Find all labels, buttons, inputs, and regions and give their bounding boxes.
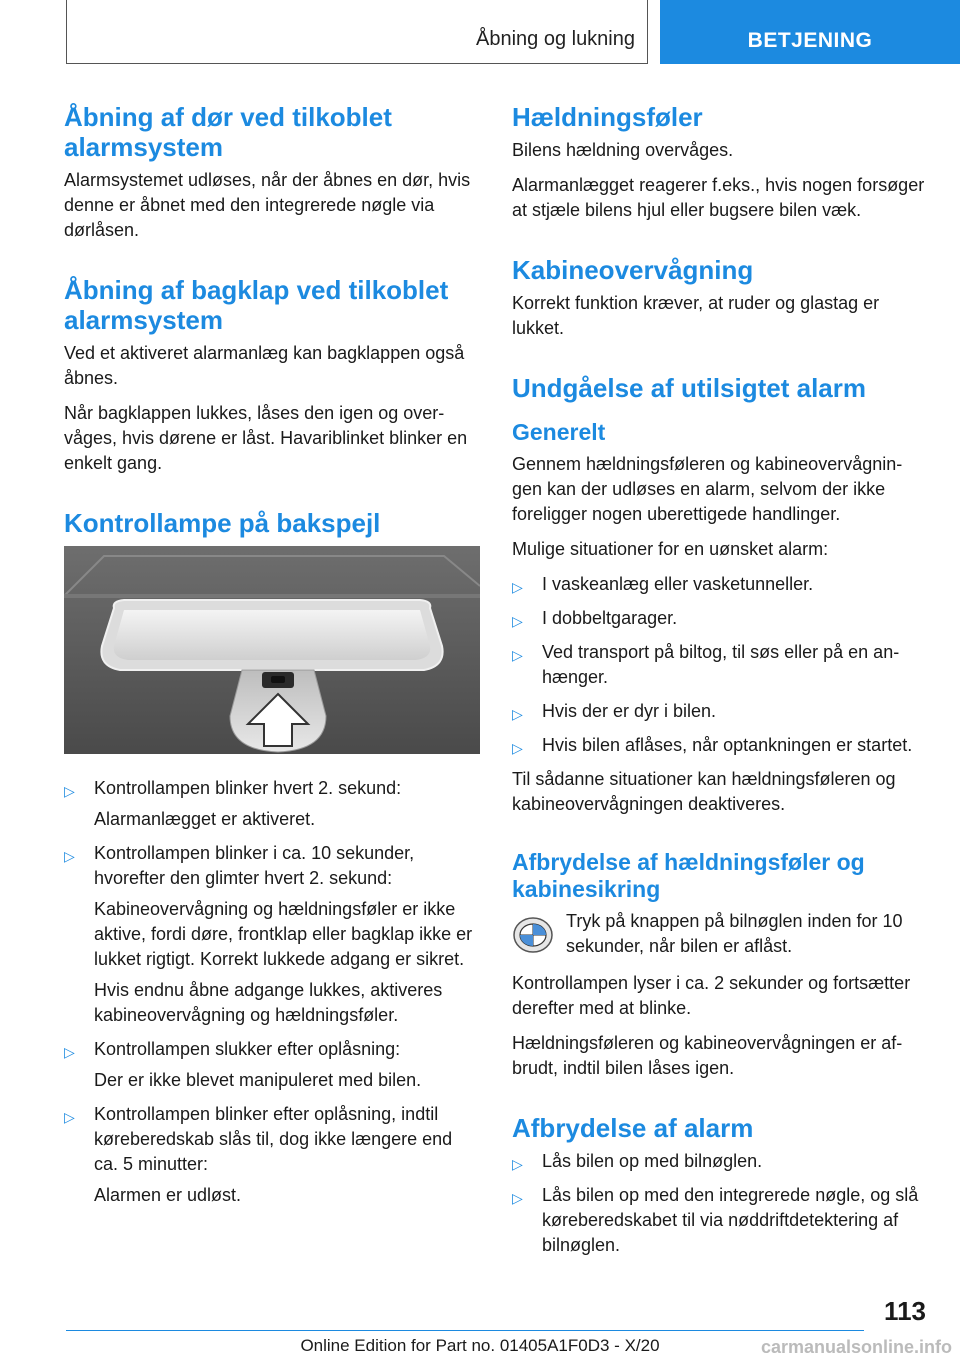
list-item: ▷ Lås bilen op med den integrerede nøgle, og slå køreberedskabet til via nøddriftdetektering af bilnøglen.	[512, 1185, 919, 1255]
paragraph: Mulige situationer for en uønsket alarm:	[512, 539, 829, 559]
triangle-right-icon: ▷	[512, 740, 523, 756]
indicator-list	[64, 776, 480, 1208]
paragraph: Korrekt funktion kræver, at ruder og glastag er lukket.	[512, 293, 880, 338]
heading-disable-sensors: Afbrydelse af hældningsføler og kabinesikring	[512, 849, 865, 902]
edition-note: Online Edition for Part no. 01405A1F0D3 - X/20	[300, 1336, 660, 1355]
triangle-right-icon: ▷	[64, 1109, 75, 1125]
key-fob-lock-icon	[512, 915, 554, 955]
right-column	[512, 102, 926, 1267]
paragraph: Hældningsføleren og kabineovervågningen er afbrudt, indtil bilen låses igen.	[512, 1033, 903, 1078]
paragraph: Alarmsystemet udløses, når der åbnes en dør, hvis denne er åbnet med den integrerede nøgle via dørlåsen.	[64, 170, 471, 240]
heading-tailgate-alarm: Åbning af bagklap ved tilkoblet alarmsystem	[64, 275, 449, 335]
list-item: ▷ Hvis der er dyr i bilen.	[512, 699, 926, 724]
list-item: ▷ Kontrollampen slukker efter oplåsning: Der er ikke blevet manipuleret med bilen.	[64, 1039, 422, 1090]
triangle-right-icon: ▷	[512, 579, 523, 595]
heading-stop-alarm: Afbrydelse af alarm	[512, 1113, 754, 1143]
list-item: ▷ Lås bilen op med bilnøglen.	[512, 1149, 926, 1174]
list-item: ▷ Kontrollampen blinker efter oplåsning, indtil køreberedskab slås til, dog ikke længere end ca. 5 minutter: Alarmen er udløst.	[64, 1104, 453, 1205]
triangle-right-icon: ▷	[512, 1190, 523, 1206]
triangle-right-icon: ▷	[512, 613, 523, 629]
paragraph: Til sådanne situationer kan hældningsføleren og kabineovervågningen deaktiveres.	[512, 769, 896, 814]
key-instruction: Tryk på knappen på bilnøglen inden for 10 sekunder, når bilen er aflåst.	[512, 909, 926, 961]
subheading-general: Generelt	[512, 419, 606, 445]
header-frame	[66, 0, 648, 64]
triangle-right-icon: ▷	[64, 783, 75, 799]
triangle-right-icon: ▷	[512, 706, 523, 722]
paragraph: Alarmanlægget reagerer f.eks., hvis nogen forsøger at stjæle bilens hjul eller bugsere bilen væk.	[512, 175, 925, 220]
footer-divider	[66, 1330, 864, 1331]
heading-avoid-false-alarm: Undgåelse af utilsigtet alarm	[512, 373, 866, 403]
left-column	[64, 102, 480, 1217]
paragraph: Ved et aktiveret alarmanlæg kan bagklappen også åbnes.	[64, 343, 465, 388]
triangle-right-icon: ▷	[512, 1156, 523, 1172]
watermark: carmanualsonline.info	[760, 1337, 952, 1357]
list-item: ▷ Kontrollampen blinker hvert 2. sekund: Alarmanlægget er aktiveret.	[64, 778, 402, 829]
heading-indicator-lamp: Kontrollampe på bakspejl	[64, 508, 381, 538]
heading-door-alarm: Åbning af dør ved tilkoblet alarmsystem	[64, 102, 392, 162]
paragraph: Kontrollampen lyser i ca. 2 sekunder og fortsætter derefter med at blinke.	[512, 973, 911, 1018]
list-item: ▷ Kontrollampen blinker i ca. 10 sekunder, hvorefter den glimter hvert 2. sekund: Kabineovervågning og hældningsføler er ikke aktive, fordi døre, frontklap eller bagklap ikke er lukket rigtigt. Korrekt lukkede adgang er sikret. Hvis endnu åbne adgange lukkes, aktiveres kabineovervågning og hældningsføler.	[64, 843, 473, 1025]
paragraph: Gennem hældningsføleren og kabineovervågningen kan der udløses en alarm, selvom der ikke foreligger nogen uberettigede handlinger.	[512, 454, 903, 524]
list-item: ▷ I vaskeanlæg eller vasketunneller.	[512, 572, 926, 597]
list-item: ▷ I dobbeltgarager.	[512, 606, 926, 631]
heading-tilt-sensor: Hældningsføler	[512, 102, 703, 132]
list-item: ▷ Hvis bilen aflåses, når optankningen er startet.	[512, 733, 926, 758]
list-item: ▷ Ved transport på biltog, til søs eller på en anhænger.	[512, 642, 900, 687]
triangle-right-icon: ▷	[64, 848, 75, 864]
paragraph: Bilens hældning overvåges.	[512, 140, 734, 160]
triangle-right-icon: ▷	[64, 1044, 75, 1060]
chapter-title: Åbning og lukning	[475, 28, 635, 50]
section-tab[interactable]: BETJENING	[660, 0, 960, 64]
stop-alarm-list	[512, 1149, 926, 1258]
situation-list	[512, 572, 926, 758]
triangle-right-icon: ▷	[512, 647, 523, 663]
page-number: 113	[884, 1296, 926, 1326]
rear-view-mirror-figure	[64, 546, 480, 754]
paragraph: Når bagklappen lukkes, låses den igen og overvåges, hvis dørene er låst. Havariblinket blinker en enkelt gang.	[64, 403, 468, 473]
heading-cabin-monitoring: Kabineovervågning	[512, 255, 754, 285]
